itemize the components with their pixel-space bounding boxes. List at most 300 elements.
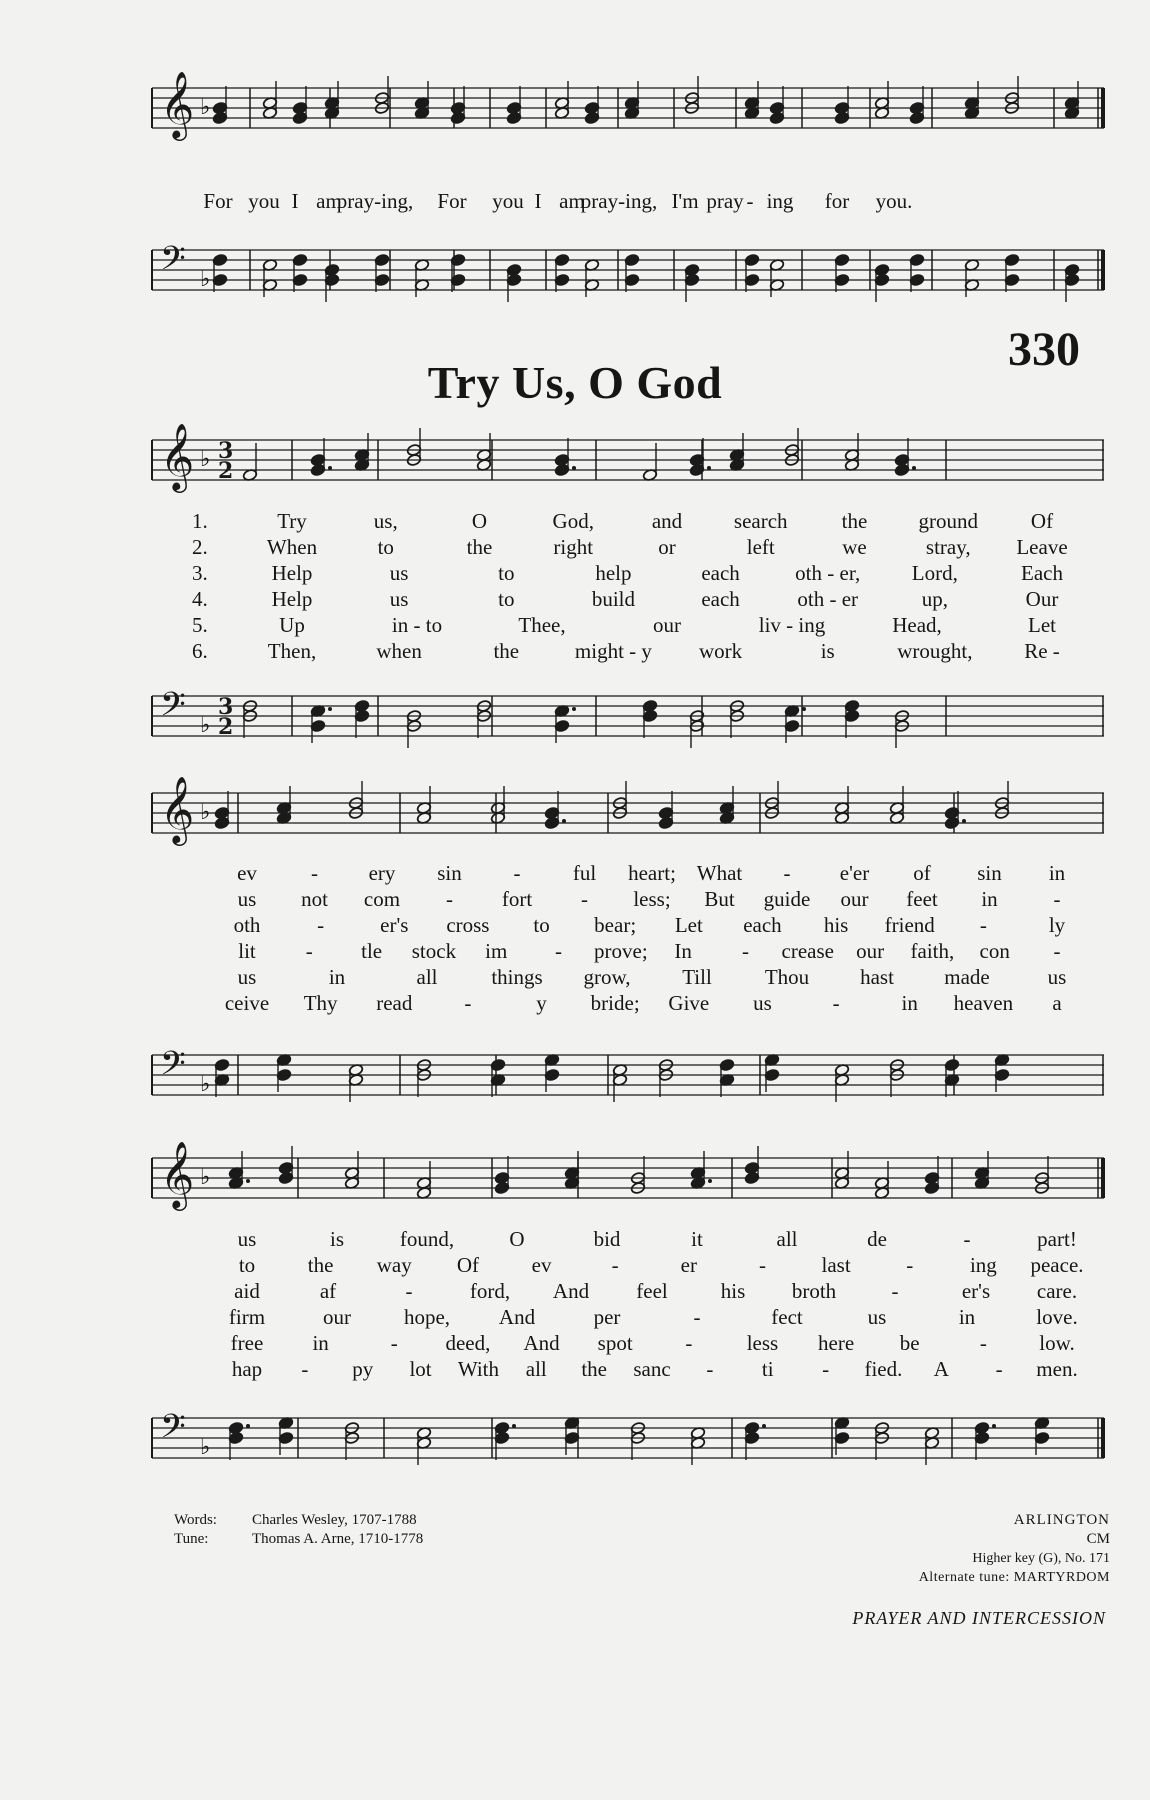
lyric-syllable: Up <box>279 613 305 637</box>
lyric-syllable: Head, <box>892 613 942 637</box>
lyric-syllable: - <box>1053 887 1061 911</box>
lyric-syllable: heart; <box>628 861 676 885</box>
lyrics-line <box>152 990 1104 1018</box>
lyric-syllable: per <box>593 1305 621 1329</box>
verse-number: 4. <box>192 587 208 611</box>
lyric-syllable: oth <box>233 913 261 937</box>
lyric-syllable: found, <box>399 1227 455 1251</box>
lyric-syllable: Give <box>668 991 710 1015</box>
lyric-syllable: Thou <box>764 965 810 989</box>
note <box>834 786 849 825</box>
lyric-syllable: feel <box>636 1279 668 1303</box>
note <box>719 1058 734 1097</box>
lyric-syllable: O <box>509 1227 525 1251</box>
lyric-syllable: all <box>776 1227 798 1251</box>
lyric-syllable: his <box>823 913 849 937</box>
lyric-syllable: things <box>491 965 543 989</box>
lyric-syllable: - <box>555 939 563 963</box>
bass-staff-1 <box>152 678 1104 768</box>
lyric-syllable: faith, <box>910 939 955 963</box>
lyric-syllable: af <box>319 1279 337 1303</box>
lyric-syllable: spot <box>597 1331 633 1355</box>
note <box>690 1426 705 1465</box>
lyrics-top-fragment <box>152 188 1104 216</box>
lyric-syllable: up, <box>921 587 948 611</box>
lyric-syllable: our <box>856 939 885 963</box>
note <box>262 258 277 297</box>
lyric-syllable: it <box>691 1227 703 1251</box>
lyric-syllable: the <box>466 535 493 559</box>
note <box>874 1421 889 1460</box>
note <box>212 86 227 125</box>
lyric-syllable: With <box>457 1357 499 1381</box>
lyric-syllable: - <box>741 939 749 963</box>
note <box>744 1421 766 1460</box>
lyric-syllable: Leave <box>1016 535 1068 559</box>
note <box>744 1146 759 1185</box>
lyric-syllable: pray-ing, <box>580 189 658 213</box>
lyric-syllable: way <box>376 1253 412 1277</box>
lyric-syllable: our <box>323 1305 351 1329</box>
lyric-syllable: each <box>701 587 740 611</box>
lyric-syllable: broth <box>791 1279 837 1303</box>
flat-sign-icon: ♭ <box>200 1165 211 1190</box>
lyric-syllable: left <box>746 535 775 559</box>
verse-number: 6. <box>192 639 208 663</box>
lyrics-line <box>152 560 1104 588</box>
lyric-syllable: the <box>493 639 520 663</box>
note <box>612 1063 627 1102</box>
note <box>242 699 257 738</box>
lyric-syllable: Re - <box>1024 639 1060 663</box>
note <box>889 786 904 825</box>
lyric-syllable: search <box>733 509 788 533</box>
lyric-syllable: And <box>498 1305 536 1329</box>
lyric-syllable: wrought, <box>897 639 973 663</box>
lyric-syllable: ceive <box>224 991 270 1015</box>
note <box>624 81 639 120</box>
note <box>416 1426 431 1465</box>
lyric-syllable: Try <box>277 509 307 533</box>
lyric-syllable: ground <box>918 509 978 533</box>
lyric-syllable: er <box>680 1253 697 1277</box>
lyric-syllable: - <box>783 861 791 885</box>
treble-clef-icon: 𝄞 <box>160 422 195 490</box>
lyric-syllable: Of <box>456 1253 479 1277</box>
time-signature-bottom: 2 <box>218 714 234 740</box>
lyric-syllable: sin <box>977 861 1002 885</box>
note <box>729 433 744 472</box>
lyrics-line <box>152 638 1104 666</box>
bass-staff-3 <box>152 1400 1104 1490</box>
note <box>416 1058 431 1097</box>
note <box>764 1053 779 1092</box>
treble-staff-3 <box>152 1140 1104 1230</box>
note <box>630 1156 645 1195</box>
lyric-syllable: For <box>437 189 467 213</box>
lyric-syllable: Of <box>1030 509 1054 533</box>
lyric-syllable: de <box>867 1227 887 1251</box>
lyric-syllable: in <box>328 965 346 989</box>
staff-lines <box>152 440 1104 480</box>
lyric-syllable: - <box>979 1331 987 1355</box>
lyric-syllable: to <box>377 535 394 559</box>
bass-staff-2 <box>152 1037 1104 1127</box>
lyric-syllable: read <box>376 991 413 1015</box>
lyrics-line <box>152 1252 1104 1280</box>
lyric-syllable: to <box>498 561 515 585</box>
lyric-syllable: us, <box>373 509 398 533</box>
lyric-syllable: py <box>352 1357 374 1381</box>
lyric-syllable: - <box>832 991 840 1015</box>
words-author: Charles Wesley, 1707-1788 <box>252 1512 417 1528</box>
lyric-syllable: am <box>559 189 585 213</box>
lyric-syllable: to <box>533 913 550 937</box>
lyric-syllable: In <box>674 939 692 963</box>
note <box>214 791 229 830</box>
lyric-syllable: sin <box>437 861 462 885</box>
lyric-syllable: us <box>237 965 257 989</box>
lyric-syllable: stray, <box>925 535 971 559</box>
lyric-syllable: us <box>389 561 409 585</box>
note <box>416 1161 431 1200</box>
lyric-syllable: ti <box>761 1357 774 1381</box>
note <box>374 76 389 115</box>
lyric-syllable: in <box>958 1305 976 1329</box>
note <box>874 81 889 120</box>
note <box>924 1156 939 1195</box>
tune-credit <box>174 1530 424 1549</box>
lyric-syllable: fied. <box>864 1357 903 1381</box>
time-signature-top: 3 <box>218 438 234 464</box>
note <box>544 1053 559 1092</box>
note <box>964 81 979 120</box>
lyric-syllable: for <box>824 189 850 213</box>
lyric-syllable: us <box>237 887 257 911</box>
lyric-syllable: Each <box>1021 561 1063 585</box>
note <box>834 1416 849 1455</box>
tune-meter: CM <box>1086 1531 1110 1547</box>
note <box>994 1053 1009 1092</box>
lyric-syllable: ery <box>368 861 396 885</box>
lyric-syllable: - <box>311 861 318 885</box>
lyric-syllable: What <box>696 861 743 885</box>
lyric-syllable: our <box>840 887 869 911</box>
lyric-syllable: oth - er <box>797 587 859 611</box>
note <box>374 253 389 292</box>
bass-staff-top <box>152 232 1104 322</box>
note <box>944 791 966 830</box>
lyric-syllable: a <box>1052 991 1062 1015</box>
lyric-syllable: of <box>913 861 931 885</box>
treble-clef-icon: 𝄞 <box>160 70 195 138</box>
verse-number: 1. <box>192 509 208 533</box>
lyric-syllable: care. <box>1036 1279 1078 1303</box>
lyric-syllable: each <box>743 913 782 937</box>
lyric-syllable: I <box>534 189 542 213</box>
hymn-number: 330 <box>1008 323 1080 376</box>
note <box>490 1058 505 1097</box>
flat-sign-icon: ♭ <box>200 800 211 825</box>
verse-number: 3. <box>192 561 208 585</box>
note <box>1034 1416 1049 1455</box>
lyric-syllable: O <box>471 509 488 533</box>
lyrics-line <box>152 912 1104 940</box>
lyric-syllable: Let <box>1028 613 1056 637</box>
lyric-syllable: not <box>301 887 328 911</box>
lyric-syllable: pray-ing, <box>336 189 414 213</box>
lyric-syllable: less; <box>633 887 671 911</box>
note <box>1064 81 1079 120</box>
lyric-syllable: bear; <box>594 913 637 937</box>
lyrics-line <box>152 860 1104 888</box>
lyric-syllable: For <box>203 189 233 213</box>
lyric-syllable: us <box>867 1305 887 1329</box>
note <box>242 443 257 482</box>
lyric-syllable: fect <box>771 1305 803 1329</box>
note <box>544 791 566 830</box>
note <box>506 263 521 302</box>
staff-lines <box>152 1055 1104 1095</box>
flat-sign-icon: ♭ <box>200 713 211 738</box>
note <box>630 1421 645 1460</box>
lyric-syllable: ly <box>1048 913 1066 937</box>
note <box>310 438 332 477</box>
lyric-syllable: love. <box>1036 1305 1078 1329</box>
lyric-syllable: low. <box>1039 1331 1075 1355</box>
lyric-syllable: ev <box>531 1253 552 1277</box>
note <box>292 86 307 125</box>
lyric-syllable: lot <box>409 1357 432 1381</box>
lyric-syllable: work <box>698 639 743 663</box>
lyric-syllable: firm <box>228 1305 266 1329</box>
lyric-syllable: men. <box>1036 1357 1078 1381</box>
treble-staff-1 <box>152 422 1104 512</box>
lyric-syllable: - <box>758 1253 766 1277</box>
lyric-syllable: - <box>693 1305 701 1329</box>
note <box>1004 76 1019 115</box>
lyric-syllable: I'm <box>671 189 699 213</box>
note <box>874 1161 889 1200</box>
note <box>292 253 307 292</box>
words-credit <box>174 1511 417 1530</box>
lyric-syllable: fort <box>501 887 533 911</box>
lyric-syllable: But <box>704 887 735 911</box>
lyric-syllable: us <box>237 1227 257 1251</box>
note <box>909 253 924 292</box>
lyric-syllable: - <box>317 913 325 937</box>
lyric-syllable: in <box>901 991 918 1015</box>
lyric-syllable: - <box>706 1357 714 1381</box>
note <box>642 699 657 738</box>
lyric-syllable: er's <box>961 1279 991 1303</box>
lyric-syllable: - <box>822 1357 830 1381</box>
note <box>769 258 784 297</box>
lyric-syllable: less <box>746 1331 779 1355</box>
note <box>894 438 916 477</box>
note <box>889 1058 904 1097</box>
note <box>684 76 699 115</box>
lyric-syllable: crease <box>781 939 834 963</box>
note <box>354 433 369 472</box>
lyric-syllable: in <box>981 887 998 911</box>
note <box>642 443 657 482</box>
lyric-syllable: Help <box>271 561 313 585</box>
note <box>476 699 491 738</box>
note <box>490 786 505 825</box>
lyrics-line <box>152 612 1104 640</box>
note <box>406 428 421 467</box>
lyric-syllable: build <box>591 587 636 611</box>
lyric-syllable: to <box>498 587 515 611</box>
note <box>414 258 429 297</box>
note <box>834 1063 849 1102</box>
lyric-syllable: Our <box>1025 587 1059 611</box>
lyric-syllable: and <box>651 509 683 533</box>
lyric-syllable: here <box>818 1331 855 1355</box>
treble-clef-icon: 𝄞 <box>160 775 195 843</box>
lyric-syllable: - <box>301 1357 309 1381</box>
lyric-syllable: is <box>329 1227 345 1251</box>
lyric-syllable: - <box>963 1227 971 1251</box>
lyric-syllable: feet <box>906 887 938 911</box>
note <box>689 438 711 477</box>
lyric-syllable: ing <box>969 1253 997 1277</box>
note <box>1064 263 1079 302</box>
lyric-syllable: right <box>553 535 594 559</box>
lyric-syllable: hap <box>231 1357 263 1381</box>
lyric-syllable: the <box>581 1357 607 1381</box>
note <box>974 1151 989 1190</box>
lyric-syllable: ev <box>237 861 257 885</box>
lyric-syllable: made <box>944 965 990 989</box>
lyric-syllable: - <box>390 1331 398 1355</box>
flat-sign-icon: ♭ <box>200 447 211 472</box>
lyric-syllable: And <box>523 1331 560 1355</box>
lyric-syllable: ing <box>766 189 794 213</box>
lyrics-line <box>152 886 1104 914</box>
lyric-syllable: hast <box>860 965 894 989</box>
lyric-syllable: Till <box>682 965 712 989</box>
staff-lines <box>152 1418 1104 1458</box>
note <box>744 81 759 120</box>
note <box>554 253 569 292</box>
lyric-syllable: bride; <box>590 991 640 1015</box>
tune-label: Tune: <box>174 1531 209 1547</box>
lyric-syllable: - <box>305 939 313 963</box>
note <box>348 781 363 820</box>
note <box>784 428 799 467</box>
note <box>834 86 849 125</box>
note <box>354 699 369 738</box>
words-label: Words: <box>174 1512 217 1528</box>
lyric-syllable: all <box>416 965 438 989</box>
lyric-syllable: y <box>536 991 547 1015</box>
note <box>450 86 465 125</box>
note <box>684 263 699 302</box>
lyric-syllable: hope, <box>403 1305 451 1329</box>
lyric-syllable: you <box>492 189 524 213</box>
note <box>324 263 339 302</box>
note <box>348 1063 363 1102</box>
note <box>894 709 909 748</box>
note <box>719 786 734 825</box>
bass-clef-icon: 𝄢 <box>160 1408 186 1454</box>
lyric-syllable: might - y <box>574 639 652 663</box>
lyric-syllable: bid <box>593 1227 621 1251</box>
lyric-syllable: I <box>291 189 299 213</box>
note <box>974 1421 996 1460</box>
tune-name: ARLINGTON <box>1013 1512 1110 1528</box>
lyric-syllable: e'er <box>839 861 870 885</box>
bass-clef-icon: 𝄢 <box>160 1045 186 1091</box>
note <box>944 1058 959 1097</box>
note <box>344 1151 359 1190</box>
lyric-syllable: when <box>376 639 422 663</box>
staff-lines <box>152 793 1104 833</box>
lyric-syllable: us <box>1047 965 1067 989</box>
lyric-syllable: in - to <box>391 613 443 637</box>
note <box>212 253 227 292</box>
note <box>214 1058 229 1097</box>
note <box>690 1151 712 1190</box>
lyric-syllable: the <box>307 1253 334 1277</box>
note <box>924 1426 939 1465</box>
lyric-syllable: aid <box>234 1279 260 1303</box>
note <box>964 258 979 297</box>
lyric-syllable: - <box>446 887 453 911</box>
lyric-syllable: us <box>389 587 409 611</box>
lyric-syllable: free <box>230 1331 264 1355</box>
note <box>874 263 889 302</box>
flat-sign-icon: ♭ <box>200 1072 211 1097</box>
lyric-syllable: us <box>753 991 772 1015</box>
note <box>658 791 673 830</box>
lyric-syllable: his <box>720 1279 746 1303</box>
lyric-syllable: you. <box>875 189 913 213</box>
note <box>612 781 627 820</box>
lyric-syllable: prove; <box>594 939 648 963</box>
note <box>278 1146 293 1185</box>
note <box>276 786 291 825</box>
time-signature-top: 3 <box>218 694 234 720</box>
lyric-syllable: God, <box>552 509 594 533</box>
lyric-syllable: stock <box>411 939 457 963</box>
lyric-syllable: we <box>842 535 867 559</box>
lyric-syllable: guide <box>763 887 811 911</box>
lyric-syllable: you <box>248 189 280 213</box>
lyric-syllable: to <box>238 1253 256 1277</box>
lyric-syllable: - <box>995 1357 1003 1381</box>
note <box>994 781 1009 820</box>
lyric-syllable: - <box>405 1279 413 1303</box>
lyric-syllable: deed, <box>445 1331 491 1355</box>
lyrics-line <box>152 1278 1104 1306</box>
note <box>324 81 339 120</box>
note <box>1004 253 1019 292</box>
bass-clef-icon: 𝄢 <box>160 686 186 732</box>
lyric-syllable: - <box>906 1253 914 1277</box>
lyric-syllable: - <box>891 1279 899 1303</box>
lyric-syllable: am <box>316 189 342 213</box>
note <box>909 86 924 125</box>
lyric-syllable: - <box>746 189 754 213</box>
hymn-title: Try Us, O God <box>427 357 723 408</box>
note <box>554 704 576 743</box>
lyric-syllable: Let <box>674 913 703 937</box>
flat-sign-icon: ♭ <box>200 267 211 292</box>
lyric-syllable: heaven <box>953 991 1014 1015</box>
